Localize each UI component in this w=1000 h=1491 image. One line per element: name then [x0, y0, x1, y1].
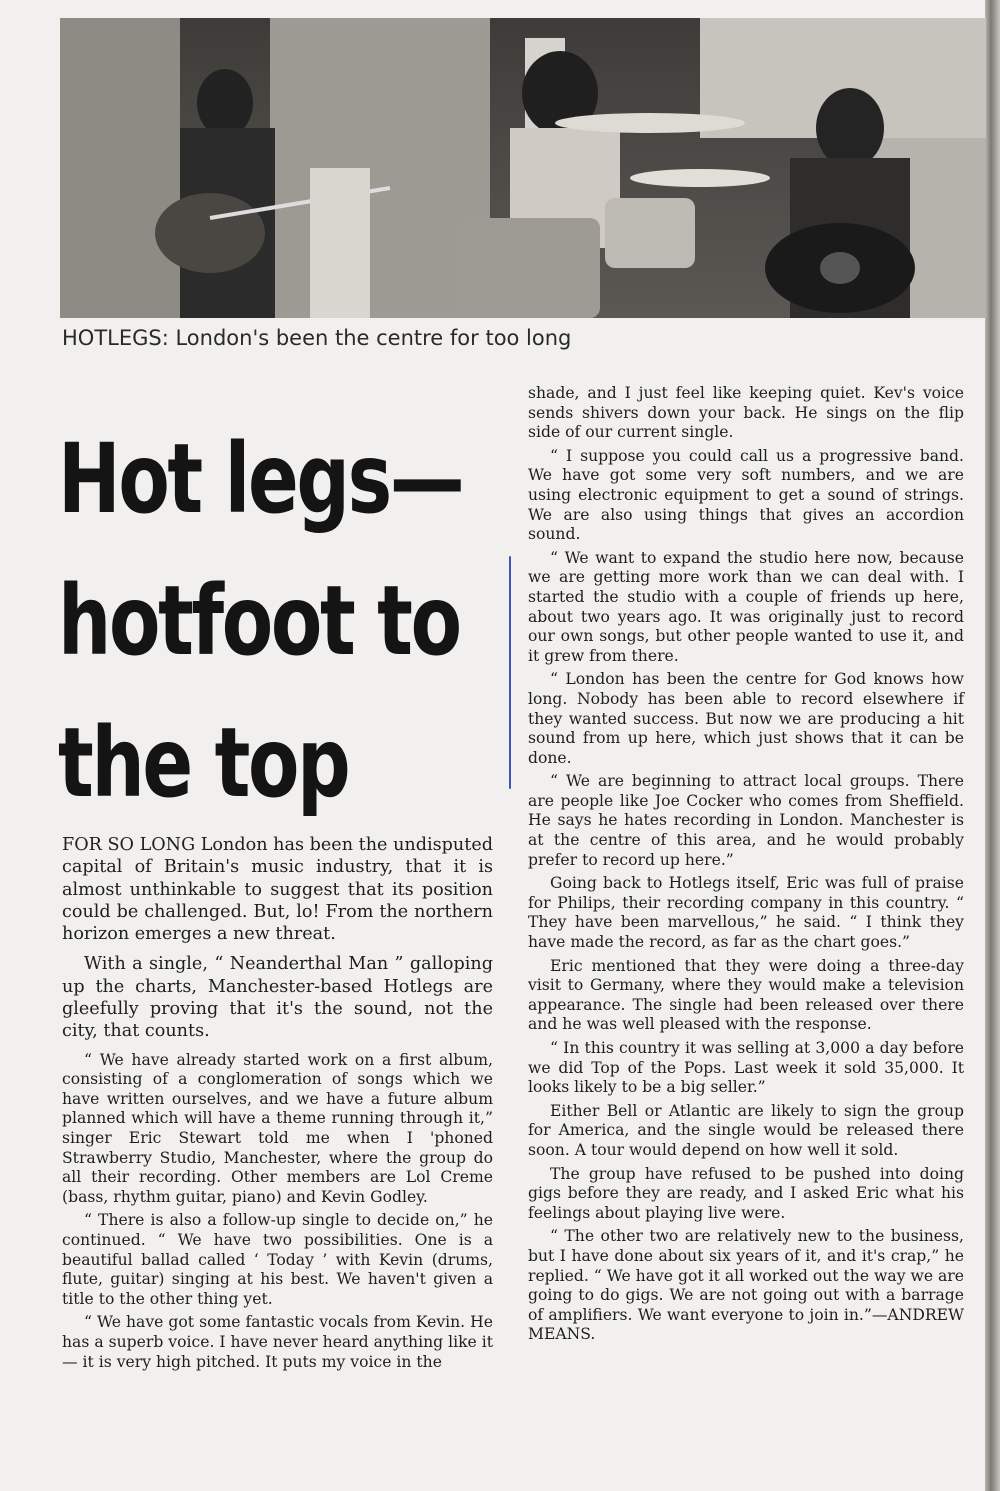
headline-line-1: Hot legs— [58, 423, 463, 535]
photo-caption: HOTLEGS: London's been the centre for too long [62, 326, 572, 350]
band-photo [60, 18, 986, 318]
lead-paragraph: With a single, “ Neanderthal Man ” galloping up the charts, Manchester-based Hotlegs are gleefully proving that it's the sound, not the city, that counts. [62, 954, 493, 1042]
body-paragraph: The group have refused to be pushed into doing gigs before they are ready, and I asked Eric what his feelings about playing live were. [528, 1164, 964, 1222]
body-paragraph: Either Bell or Atlantic are likely to sign the group for America, and the single would be released there soon. A tour would depend on how well it sold. [528, 1101, 964, 1159]
pen-mark [509, 556, 511, 789]
body-paragraph: “ I suppose you could call us a progressive band. We have got some very soft numbers, and we are using electronic equipment to get a sound of strings. We are also using things that gives an accordion sound. [528, 446, 964, 544]
body-paragraph: “ London has been the centre for God knows how long. Nobody has been able to record elsewhere if they wanted success. But now we are producing a hit sound from up here, which just shows that it can be done. [528, 670, 964, 767]
headline-line-3: the top [58, 707, 349, 819]
body-paragraph: shade, and I just feel like keeping quiet. Kev's voice sends shivers down your back. He sings on the flip side of our current single. [528, 384, 964, 442]
lead-paragraphs [62, 834, 493, 1043]
headline-line-2: hotfoot to [58, 565, 460, 677]
body-paragraph: Eric mentioned that they were doing a three-day visit to Germany, where they would make a television appearance. The single had been released over there and he was well pleased with the response. [528, 956, 964, 1034]
body-paragraph: “ The other two are relatively new to the business, but I have done about six years of it, and it's crap,” he replied. “ We have got it all worked out the way we are going to do gigs. We are not going out with a barrage of amplifiers. We want everyone to join in.”—ANDREW MEANS. [528, 1227, 964, 1344]
body-paragraph: “ There is also a follow-up single to decide on,” he continued. “ We have two possibilities. One is a beautiful ballad called ‘ Today ’ with Kevin (drums, flute, guitar) singing at his best. We haven't given a title to the other thing yet. [62, 1211, 493, 1308]
body-paragraph: “ We want to expand the studio here now, because we are getting more work than we can deal with. I started the studio with a couple of friends up here, about two years ago. It was originally just to record our own songs, but other people wanted to use it, and it grew from there. [528, 548, 964, 665]
headline [58, 408, 463, 834]
body-paragraph: “ We have got some fantastic vocals from Kevin. He has a superb voice. I have never heard anything like it — it is very high pitched. It puts my voice in the [62, 1313, 493, 1371]
body-paragraph: “ In this country it was selling at 3,000 a day before we did Top of the Pops. Last week it sold 35,000. It looks likely to be a big seller.” [528, 1039, 964, 1097]
article-column-2 [528, 384, 964, 1349]
article-column-1 [62, 834, 493, 1376]
lead-paragraph: FOR SO LONG London has been the undisputed capital of Britain's music industry, that it is almost unthinkable to suggest that its position could be challenged. But, lo! From the northern horizon emerges a new threat. [62, 835, 493, 945]
body-paragraph: “ We have already started work on a first album, consisting of a conglomeration of songs which we have written ourselves, and we have a future album planned which will have a theme running through it,” singer Eric Stewart told me when I 'phoned Strawberry Studio, Manchester, where the group do all their recording. Other members are Lol Creme (bass, rhythm guitar, piano) and Kevin Godley. [62, 1050, 493, 1206]
band-photo-image [60, 18, 986, 318]
body-paragraph: Going back to Hotlegs itself, Eric was full of praise for Philips, their recording company in this country. “ They have been marvellous,” he said. “ I think they have made the record, as far as the chart goes.” [528, 874, 964, 952]
page-edge [985, 0, 1000, 1491]
body-paragraph: “ We are beginning to attract local groups. There are people like Joe Cocker who comes from Sheffield. He says he hates recording in London. Manchester is at the centre of this area, and he would probably prefer to record up here.” [528, 772, 964, 869]
